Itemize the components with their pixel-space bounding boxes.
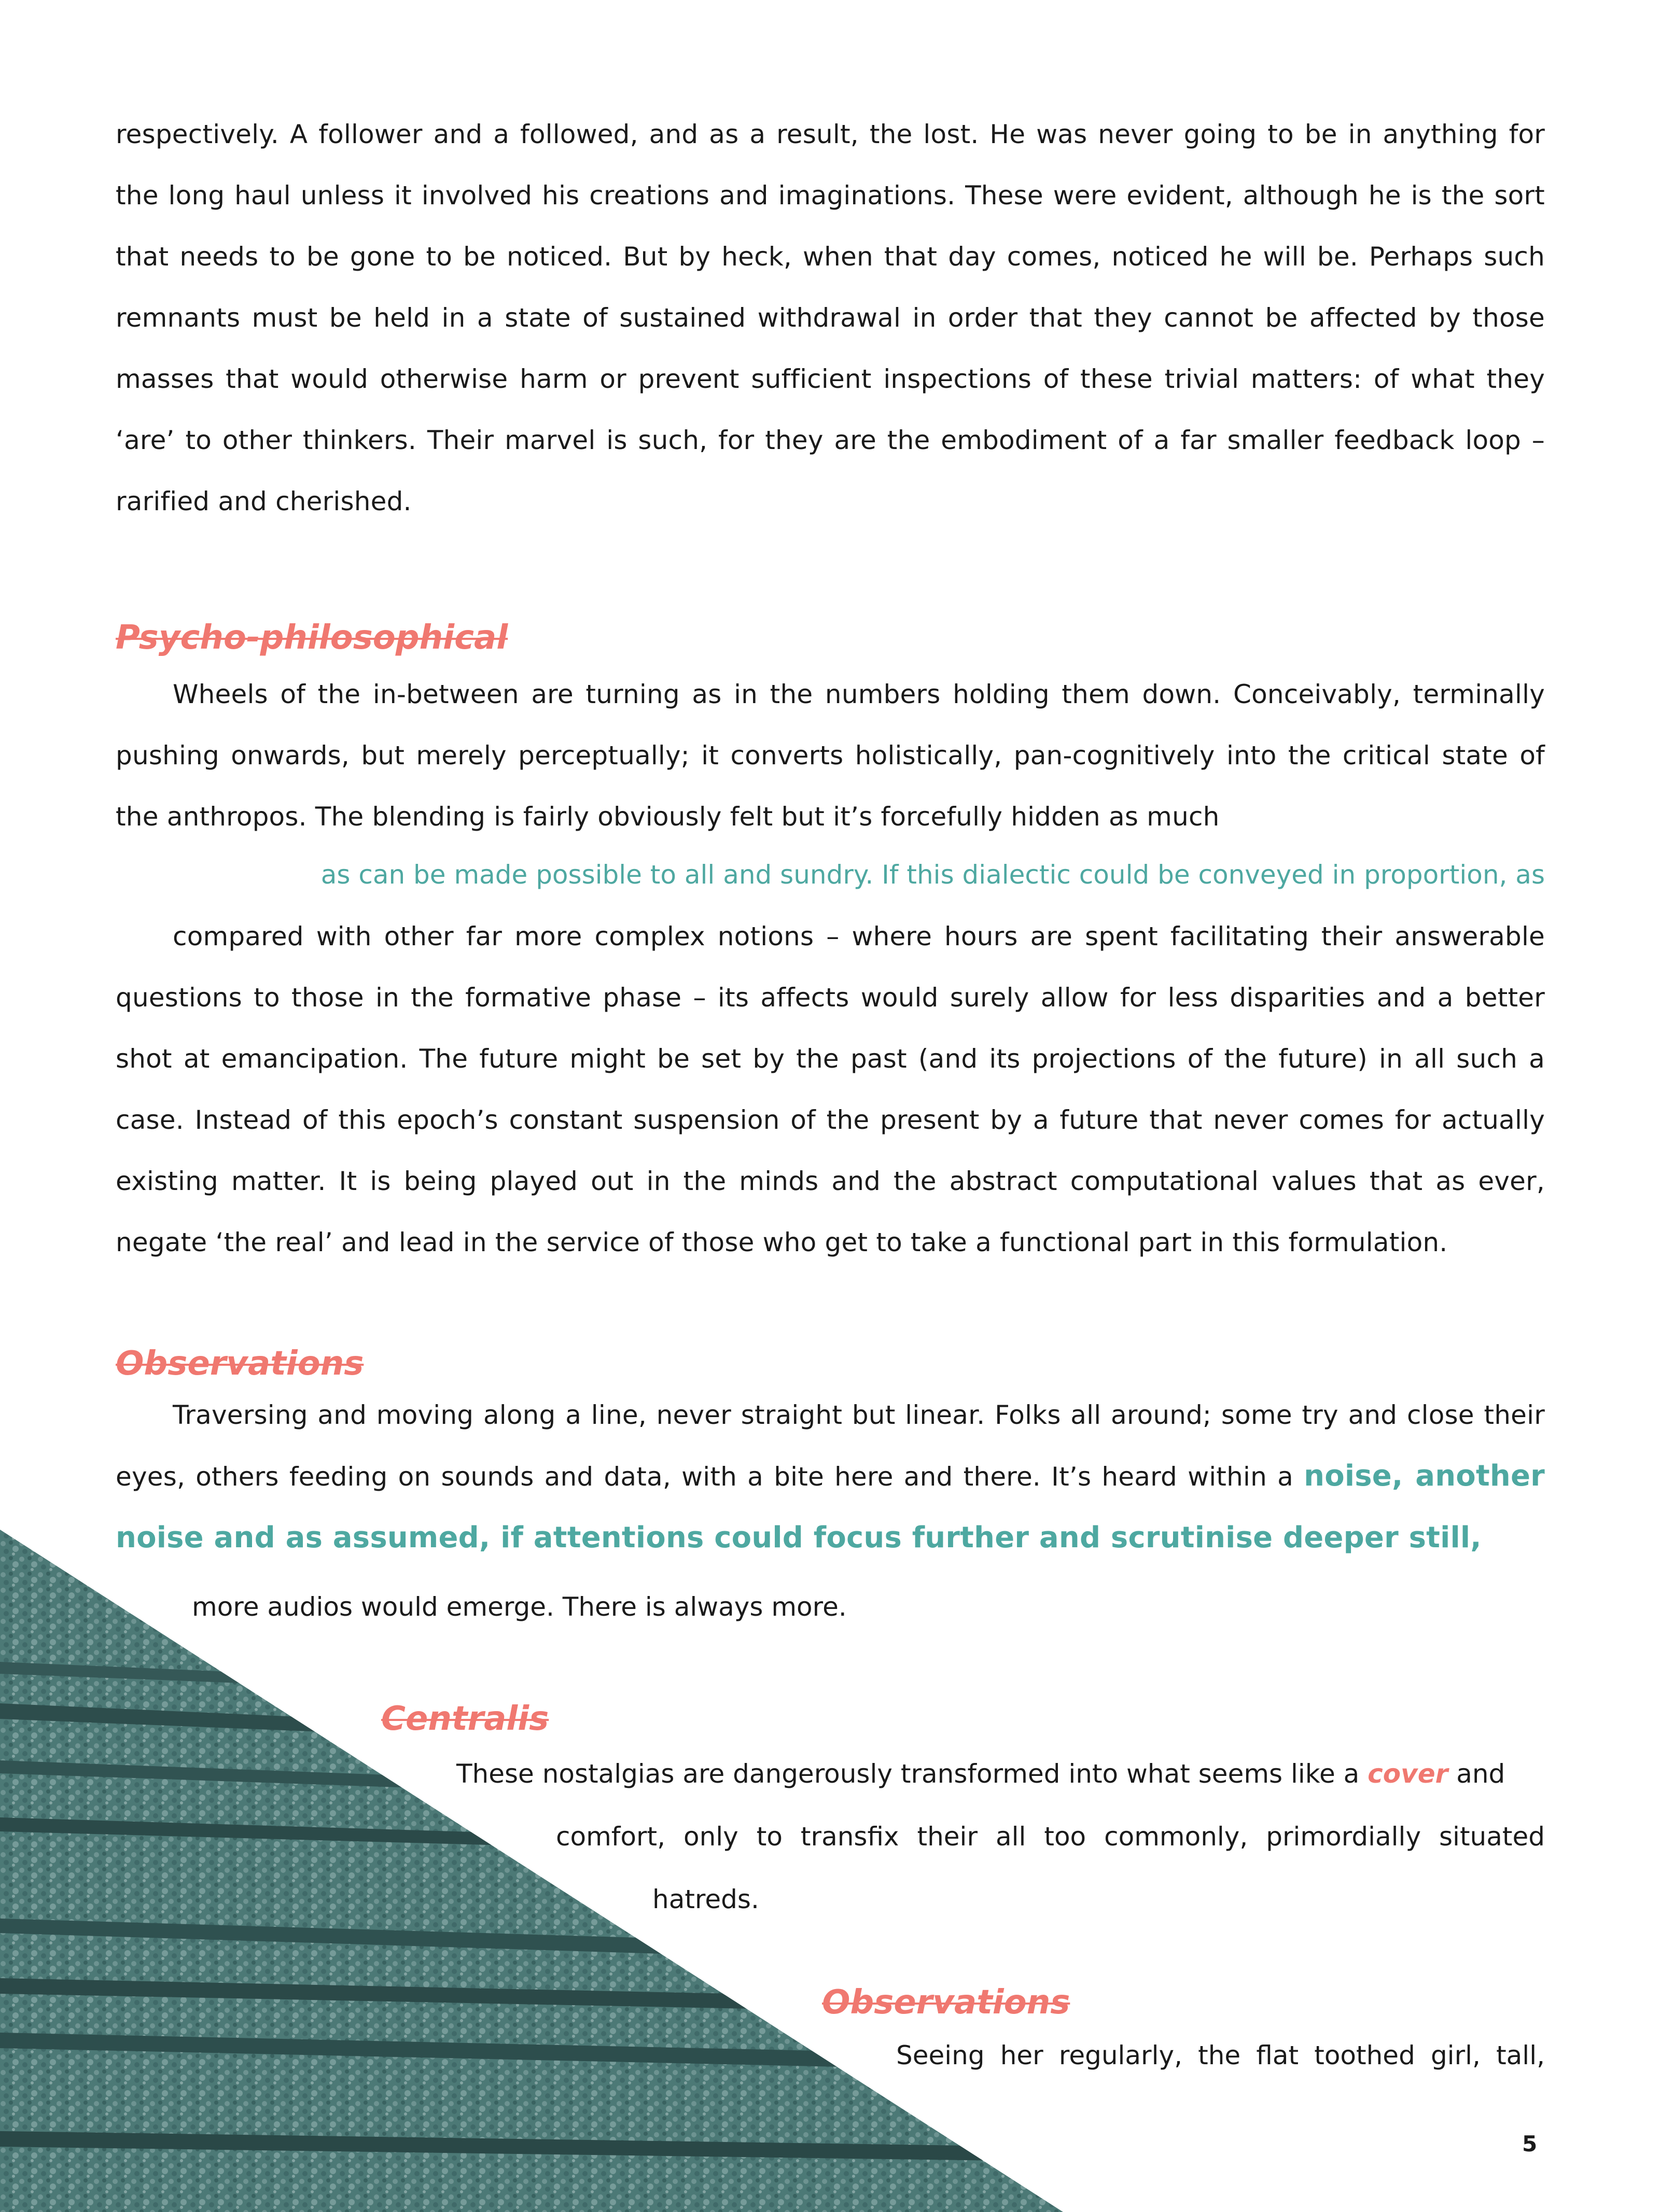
observations-2-line-1: Seeing her regularly, the flat toothed girl, tall, (896, 2040, 1545, 2070)
observations-text: Traversing and moving along a line, never straight but linear. Folks all around; some try and close their eyes, others feeding on sounds and data, with a bite here and there. It’s heard within a (116, 1400, 1545, 1492)
centralis-line-1 (456, 1743, 1505, 1804)
section-heading-centralis: Centralis (381, 1700, 549, 1738)
cover-highlight: cover (1368, 1759, 1448, 1789)
centralis-line-3: hatreds. (652, 1884, 759, 1914)
section-heading-observations: Observations (116, 1345, 364, 1383)
observations-paragraph (116, 1384, 1545, 1569)
psycho-paragraph-2: compared with other far more complex notions – where hours are spent facilitating their answerable questions to those in the formative phase – its affects would surely allow for less disparities and a better shot at emancipation. The future might be set by the past (and its projections of the future) in all such a case. Instead of this epoch’s constant suspension of the present by a future that never comes for actually existing matter. It is being played out in the minds and the abstract computational values that as ever, negate ‘the real’ and lead in the service of those who get to take a functional part in this formulation. (116, 921, 1545, 1257)
observations-trailing-line: more audios would emerge. There is always more. (192, 1592, 847, 1622)
section-heading-observations-2: Observations (822, 1983, 1070, 2022)
section-heading-psycho-philosophical: Psycho-philosophical (116, 619, 508, 657)
page-number: 5 (1522, 2131, 1538, 2157)
centralis-line-1-start: These nostalgias are dangerously transformed into what seems like a (456, 1759, 1360, 1789)
intro-paragraph: respectively. A follower and a followed, and as a result, the lost. He was never going to be in anything for the long haul unless it involved his creations and imaginations. These were evident, although he is the sort that needs to be gone to be noticed. But by heck, when that day comes, noticed he will be. Perhaps such remnants must be held in a state of sustained withdrawal in order that they cannot be affected by those masses that would otherwise harm or prevent sufficient inspections of these trivial matters: of what they ‘are’ to other thinkers. Their marvel is such, for they are the embodiment of a far smaller feedback loop – rarified and cherished. (116, 119, 1545, 516)
centralis-line-2: comfort, only to transfix their all too commonly, primordially situated (556, 1822, 1545, 1852)
noise-highlight: noise, another noise and as assumed, if attentions could focus further and scrutinise deeper still, (116, 1459, 1545, 1555)
centralis-line-1-end: and (1456, 1759, 1505, 1789)
teal-highlight-line: as can be made possible to all and sundry. If this dialectic could be conveyed in proportion, as (320, 860, 1545, 890)
psycho-paragraph-1: Wheels of the in-between are turning as in the numbers holding them down. Conceivably, terminally pushing onwards, but merely perceptually; it converts holistically, pan-cognitively into the critical state of the anthropos. The blending is fairly obviously felt but it’s forcefully hidden as much (116, 679, 1545, 832)
